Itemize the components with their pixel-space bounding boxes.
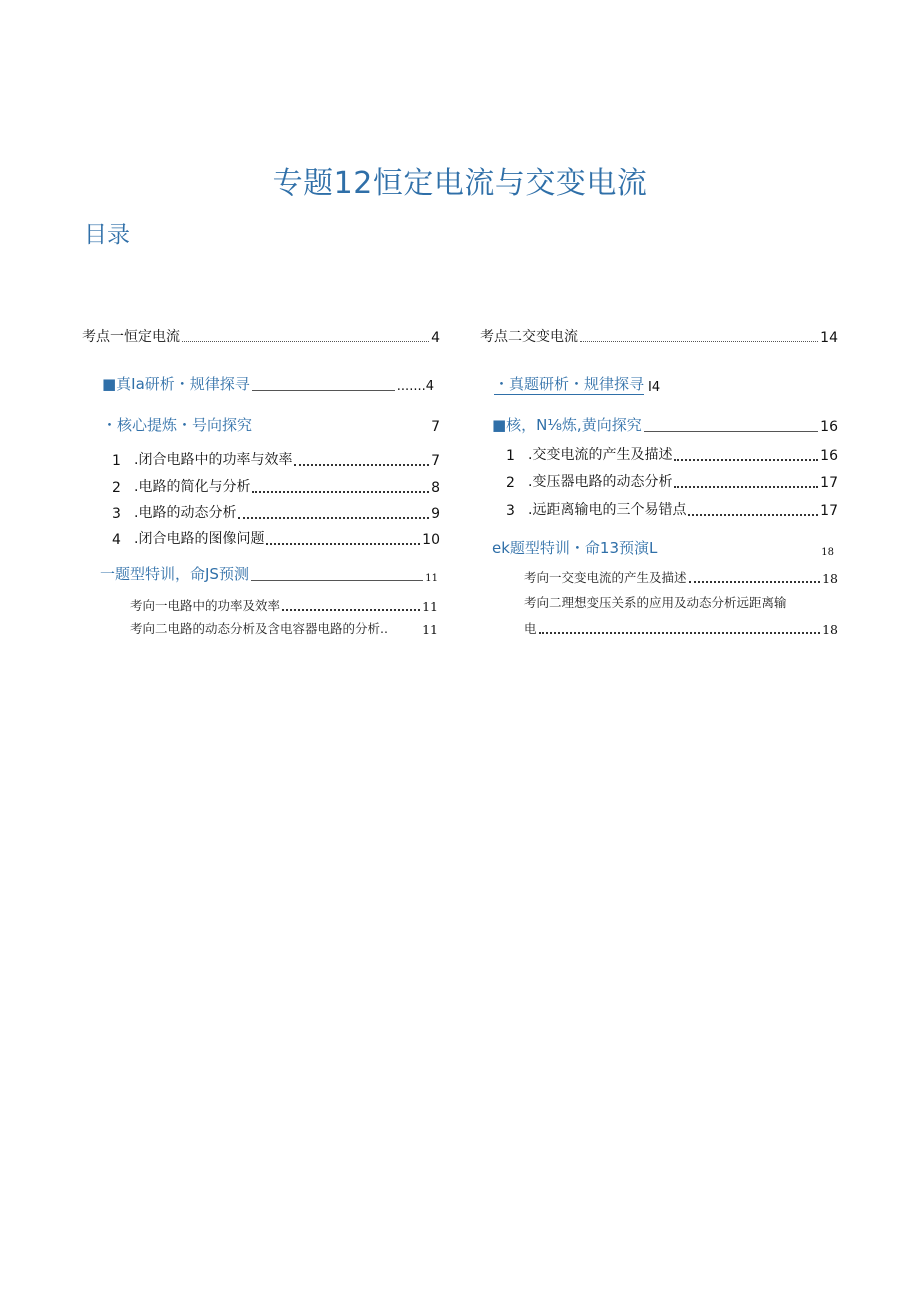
page-title: 专题12恒定电流与交变电流 — [272, 166, 648, 201]
toc-entry-page: .......4 — [396, 379, 434, 394]
toc-entry-section-zhenti[interactable] — [494, 373, 660, 395]
toc-item[interactable] — [506, 444, 838, 464]
toc-entry-section-tixing[interactable] — [492, 537, 834, 558]
toc-item-number: 1 — [112, 453, 121, 469]
toc-subitem-label: 考向二理想变压关系的应用及动态分析远距离输 — [524, 595, 787, 610]
toc-item[interactable] — [112, 502, 440, 522]
toc-item-number: 3 — [112, 506, 121, 522]
toc-subitem[interactable] — [524, 593, 838, 611]
toc-entry-section-zhenti[interactable] — [102, 373, 434, 394]
toc-entry-page: 14 — [820, 330, 838, 346]
dot-leader — [294, 464, 429, 466]
dot-leader — [689, 581, 821, 583]
toc-item-label: .交变电流的产生及描述 — [528, 447, 673, 463]
toc-entry-label: ek题型特训・命13预演L — [492, 539, 658, 557]
toc-heading: 目录 — [84, 222, 130, 248]
toc-entry-page: 16 — [820, 419, 838, 435]
toc-entry-label: 一题型特训，命JS预测 — [100, 565, 249, 583]
toc-subitem-label: 电 — [524, 621, 537, 636]
toc-entry-page: 18 — [821, 547, 834, 558]
toc-item-label: .变压器电路的动态分析 — [528, 474, 673, 490]
toc-entry-kaodian-1[interactable] — [82, 326, 440, 346]
toc-subitem-label: 考向一交变电流的产生及描述 — [524, 570, 687, 585]
toc-entry-label: ■核，N⅛炼,黄向探究 — [492, 416, 642, 434]
toc-subitem-label: 考向一电路中的功率及效率 — [130, 598, 281, 613]
toc-item-page: 9 — [431, 506, 440, 522]
toc-subitem-label: 考向二电路的动态分析及含电容器电路的分析.. — [130, 621, 388, 636]
toc-item-number: 2 — [506, 475, 515, 491]
toc-entry-label: ・真题研析・规律探寻 — [494, 375, 645, 393]
toc-subitem[interactable] — [524, 568, 838, 586]
underline-leader — [644, 431, 818, 432]
underline-leader — [251, 580, 423, 581]
toc-subitem-page: 18 — [822, 622, 838, 637]
toc-item-page: 7 — [431, 453, 440, 469]
toc-item-label: .电路的简化与分析 — [134, 479, 251, 495]
toc-item-page: 10 — [422, 532, 440, 548]
toc-item-page: 17 — [820, 503, 838, 519]
toc-entry-page: 11 — [425, 573, 438, 584]
dot-leader — [266, 543, 420, 545]
toc-item-label: .远距离输电的三个易错点 — [528, 502, 687, 518]
dot-leader — [539, 632, 821, 634]
toc-subitem-page: 11 — [422, 622, 438, 637]
dot-leader — [252, 491, 429, 493]
toc-item[interactable] — [506, 471, 838, 491]
toc-item-page: 8 — [431, 480, 440, 496]
toc-item[interactable] — [506, 499, 838, 519]
dot-leader — [674, 459, 818, 461]
toc-entry-label: 考点一恒定电流 — [82, 329, 180, 345]
toc-item-label: .闭合电路的图像问题 — [134, 531, 265, 547]
toc-item-number: 2 — [112, 480, 121, 496]
dot-leader — [580, 341, 818, 342]
toc-entry-section-hexin[interactable] — [102, 414, 440, 435]
toc-entry-label: ■真Ia研析・规律探寻 — [102, 375, 250, 393]
toc-entry-page: I4 — [648, 380, 661, 395]
toc-subitem-continued[interactable] — [524, 619, 838, 637]
toc-entry-page: 4 — [431, 330, 440, 346]
toc-subitem-page: 18 — [822, 571, 838, 586]
toc-item[interactable] — [112, 449, 440, 469]
dot-leader — [688, 514, 818, 516]
dot-leader — [182, 341, 429, 342]
toc-item-page: 17 — [820, 475, 838, 491]
toc-entry-page: 7 — [431, 419, 440, 435]
toc-entry-section-hexin[interactable] — [492, 414, 838, 435]
dot-leader — [238, 517, 429, 519]
toc-subitem-page: 11 — [422, 599, 438, 614]
toc-entry-label: ・核心提炼・号向探究 — [102, 416, 253, 434]
underline-leader — [252, 390, 395, 391]
toc-item-number: 3 — [506, 503, 515, 519]
toc-item-number: 4 — [112, 532, 121, 548]
toc-entry-label: 考点二交变电流 — [480, 329, 578, 345]
toc-entry-section-tixing[interactable] — [100, 563, 438, 584]
toc-item-label: .闭合电路中的功率与效率 — [134, 452, 293, 468]
dot-leader — [674, 486, 818, 488]
toc-item-label: .电路的动态分析 — [134, 505, 237, 521]
toc-subitem[interactable] — [130, 619, 438, 637]
toc-entry-kaodian-2[interactable] — [480, 326, 838, 346]
toc-item[interactable] — [112, 476, 440, 496]
toc-subitem[interactable] — [130, 596, 438, 614]
dot-leader — [282, 609, 420, 611]
toc-item[interactable] — [112, 528, 440, 548]
toc-item-page: 16 — [820, 448, 838, 464]
toc-item-number: 1 — [506, 448, 515, 464]
